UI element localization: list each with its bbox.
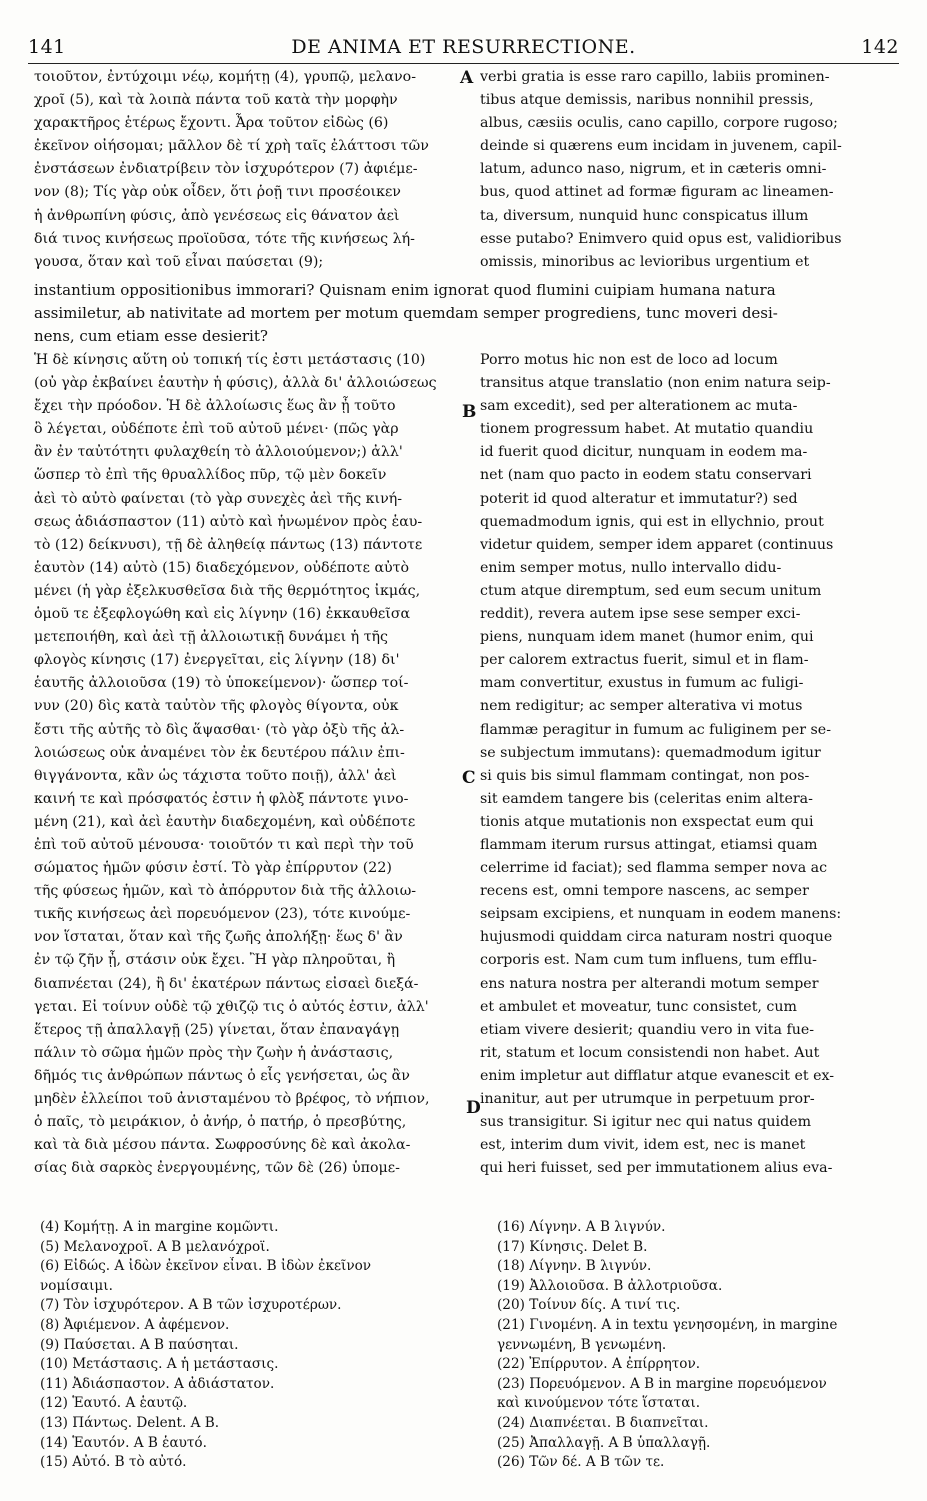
footnote: (17) Κίνησις. Delet B. <box>497 1238 648 1255</box>
latin-text-line: per calorem extractus fuerit, simul et in flam- <box>480 652 809 669</box>
footnote: (12) Ἑαυτό. A ἑαυτῷ. <box>40 1395 188 1412</box>
greek-column-main <box>34 349 460 1180</box>
footnote: (9) Παύσεται. A B παύσηται. <box>40 1336 239 1353</box>
latin-text-line: flammæ peragitur in fumum ac fuliginem per se- <box>480 721 832 738</box>
greek-text-line: καινή τε καὶ πρόσφατός ἐστιν ἡ φλὸξ πάντοτε γινο- <box>34 790 409 807</box>
greek-text-line: σεως ἀδιάσπαστον (11) αὐτὸ καὶ ἡνωμένον πρὸς ἑαυ- <box>34 513 423 530</box>
greek-text-line: ὃ λέγεται, οὐδέποτε ἐπὶ τοῦ αὐτοῦ μένει· (πῶς γὰρ <box>34 421 399 438</box>
latin-column-main <box>480 349 898 1180</box>
header-rule <box>28 63 899 64</box>
latin-text-line: assimiletur, ab nativitate ad mortem per motum quemdam semper progrediens, tunc moveri desi- <box>34 304 778 323</box>
footnote: (4) Κομήτῃ. A in margine κομῶντι. <box>40 1219 279 1235</box>
margin-marker-b: B <box>462 402 477 422</box>
footnote: (18) Λίγνην. B λιγνύν. <box>497 1258 652 1275</box>
footnote: (5) Μελανοχροῖ. A B μελανόχροϊ. <box>40 1238 270 1255</box>
latin-text-line: Porro motus hic non est de loco ad locum <box>480 352 778 368</box>
greek-text-line: ἀεὶ τὸ αὐτὸ φαίνεται (τὸ γὰρ συνεχὲς ἀεὶ τῆς κινή- <box>34 490 403 507</box>
footnotes-left <box>40 1218 470 1473</box>
greek-text-line: μένει (ἡ γὰρ ἐξελκυσθεῖσα διὰ τῆς θερμότητος ἰκμάς, <box>34 582 421 599</box>
footnote: γεννωμένη, B γενωμένη. <box>497 1336 667 1353</box>
footnote: (14) Ἑαυτόν. A B ἑαυτό. <box>40 1434 207 1451</box>
greek-text-line: μένη (21), καὶ ἀεὶ ἑαυτὴν διαδεχομένη, καὶ οὐδέποτε <box>34 813 416 830</box>
greek-text-line: μηδὲν ἐλλείποι τοῦ ἀνισταμένου τὸ βρέφος, τὸ νήπιον, <box>34 1091 430 1107</box>
greek-text-line: ἑαυτὸν (14) αὐτὸ (15) διαδεχόμενον, οὐδέποτε αὐτὸ <box>34 559 410 576</box>
latin-text-line: inanitur, aut per utrumque in perpetuum pror- <box>480 1091 815 1107</box>
greek-text-line: φλογὸς κίνησις (17) ἐνεργεῖται, εἰς λίγνην (18) δι' <box>34 652 400 669</box>
greek-text-line: ὥσπερ τὸ ἐπὶ τῆς θρυαλλίδος πῦρ, τῷ μὲν δοκεῖν <box>34 467 387 484</box>
margin-marker-a: A <box>460 68 474 88</box>
greek-text-line: ἑαυτῆς ἀλλοιοῦσα (19) τὸ ὑποκείμενον)· ὥσπερ τοί- <box>34 675 409 692</box>
latin-text-line: piens, nunquam idem manet (humor enim, qui <box>480 629 814 646</box>
latin-text-line: sit eamdem tangere bis (celeritas enim altera- <box>480 790 813 807</box>
footnote: νομίσαιμι. <box>40 1277 113 1294</box>
latin-text-line: etiam vivere desierit; quandiu vero in vita fue- <box>480 1021 815 1038</box>
left-page-number: 141 <box>28 36 66 58</box>
latin-text-line: esse putabo? Enimvero quid opus est, validioribus <box>480 230 842 247</box>
latin-text-line: instantium oppositionibus immorari? Quisnam enim ignorat quod flumini cuipiam humana natura <box>34 281 776 299</box>
latin-text-line: hujusmodi quiddam circa naturam nostri quoque <box>480 929 833 946</box>
latin-text-line: tionem progressum habet. At mutatio quandiu <box>480 421 814 438</box>
greek-text-line: καὶ τὰ διὰ μέσου πάντα. Σωφροσύνης δὲ καὶ ἀκολα- <box>34 1137 411 1154</box>
latin-text-line: nem redigitur; ac semper alterativa vi motus <box>480 698 803 715</box>
greek-text-line: νον ἵσταται, ὅταν καὶ τῆς ζωῆς ἀπολήξῃ· ἕως δ' ἂν <box>34 929 403 946</box>
footnote: (16) Λίγνην. A B λιγνύν. <box>497 1219 666 1235</box>
latin-text-line: quemadmodum ignis, qui est in ellychnio, prout <box>480 513 824 530</box>
latin-text-line: latum, adunco naso, nigrum, et in cæteris omni- <box>480 161 827 178</box>
latin-text-line: sam excedit), sed per alterationem ac muta- <box>480 398 798 415</box>
margin-marker-d: D <box>466 1098 481 1118</box>
latin-text-line: enim impletur aut difflatur atque evanescit et ex- <box>480 1067 835 1084</box>
greek-text-line: ἂν ἐν ταὐτότητι φυλαχθείη τὸ ἀλλοιούμενον;) ἀλλ' <box>34 444 403 461</box>
greek-text-line: τικῆς κινήσεως ἀεὶ πορευόμενον (23), τότε κινούμε- <box>34 906 411 923</box>
greek-text-line: γεται. Εἰ τοίνυν οὐδὲ τῷ χθιζῷ τις ὁ αὐτός ἐστιν, ἀλλ' <box>34 998 429 1015</box>
latin-text-line: seipsam excipiens, et nunquam in eodem manens: <box>480 906 842 923</box>
greek-text-line: μετεποιήθη, καὶ ἀεὶ τῇ ἀλλοιωτικῇ δυνάμει ἡ τῆς <box>34 629 388 646</box>
latin-column-top <box>480 66 898 274</box>
greek-text-line: σώματος ἡμῶν φύσιν ἐστί. Τὸ γὰρ ἐπίρρυτον (22) <box>34 860 392 877</box>
footnote: (25) Ἀπαλλαγῇ. A B ὑπαλλαγῇ. <box>497 1434 711 1451</box>
running-title: DE ANIMA ET RESURRECTIONE. <box>291 36 636 58</box>
latin-text-line: est, interim dum vivit, idem est, nec is manet <box>480 1137 806 1154</box>
latin-text-line: ta, diversum, nunquid hunc conspicatus illum <box>480 207 809 224</box>
greek-text-line: ἕτερος τῇ ἀπαλλαγῇ (25) γίνεται, ὅταν ἐπαναγάγῃ <box>34 1021 400 1038</box>
footnote: (26) Τῶν δέ. A B τῶν τε. <box>497 1454 665 1471</box>
latin-text-line: bus, quod attinet ad formæ figuram ac lineamen- <box>480 184 834 201</box>
right-page-number: 142 <box>861 36 899 58</box>
latin-text-line: albus, cæsiis oculis, cano capillo, corpore rugoso; <box>480 115 838 132</box>
greek-text-line: ἐκεῖνον οἰήσομαι; μᾶλλον δὲ τί χρὴ ταῖς ἐλάττοσι τῶν <box>34 138 429 155</box>
greek-text-line: θιγγάνοντα, κἂν ὡς τάχιστα τοῦτο ποιῇ), ἀλλ' ἀεὶ <box>34 767 397 784</box>
greek-text-line: νυν (20) δὶς κατὰ ταὐτὸν τῆς φλογὸς θίγοντα, οὐκ <box>34 698 399 715</box>
latin-full-width-paragraph <box>34 279 898 348</box>
latin-text-line: poterit id quod alteratur et immutatur?) sed <box>480 490 798 507</box>
latin-text-line: se subjectum immutans): quemadmodum igitur <box>480 744 821 761</box>
latin-text-line: nens, cum etiam esse desierit? <box>34 327 268 346</box>
greek-text-line: πάλιν τὸ σῶμα ἡμῶν πρὸς τὴν ζωὴν ἡ ἀνάστασις, <box>34 1044 394 1061</box>
greek-text-line: χαρακτῆρος ἑτέρως ἔχοντι. Ἆρα τοῦτον εἰδὼς (6) <box>34 115 389 132</box>
greek-text-line: (οὐ γὰρ ἐκβαίνει ἑαυτὴν ἡ φύσις), ἀλλὰ δι' ἀλλοιώσεως <box>34 375 437 392</box>
footnote: (21) Γινομένη. A in textu γενησομένη, in margine <box>497 1316 838 1333</box>
latin-text-line: tionis atque mutationis non exspectat eum qui <box>480 813 814 830</box>
footnote: (13) Πάντως. Delent. A B. <box>40 1414 220 1431</box>
latin-text-line: recens est, omni tempore nascens, ac semper <box>480 883 809 900</box>
greek-text-line: ὁμοῦ τε ἐξεφλογώθη καὶ εἰς λίγνην (16) ἐκκαυθεῖσα <box>34 606 411 623</box>
greek-text-line: ἐνστάσεων ἐνδιατρίβειν τὸν ἰσχυρότερον (7) ἀφιέμε- <box>34 161 418 178</box>
footnotes-right <box>497 1218 902 1473</box>
greek-text-line: νον (8); Τίς γὰρ οὐκ οἶδεν, ὅτι ῥοῇ τινι προσέοικεν <box>34 184 401 201</box>
greek-text-line: δῆμός τις ἀνθρώπων πάντως ὁ εἷς γενήσεται, ὡς ἂν <box>34 1067 410 1084</box>
greek-text-line: Ἡ δὲ κίνησις αὕτη οὐ τοπική τίς ἐστι μετάστασις (10) <box>34 352 426 368</box>
footnote: (23) Πορευόμενον. A B in margine πορευόμενον <box>497 1375 827 1392</box>
margin-marker-c: C <box>462 768 476 788</box>
greek-text-line: λοιώσεως οὐκ ἀναμένει τὸν ἐκ δευτέρου πάλιν ἐπι- <box>34 744 405 761</box>
latin-text-line: qui heri fuisset, sed per immutationem alius eva- <box>480 1160 833 1177</box>
greek-text-line: ὁ παῖς, τὸ μειράκιον, ὁ ἀνήρ, ὁ πατήρ, ὁ πρεσβύτης, <box>34 1114 407 1131</box>
latin-text-line: corporis est. Nam cum tum influens, tum efflu- <box>480 952 817 969</box>
footnote: (22) Ἐπίρρυτον. A ἐπίρρητον. <box>497 1356 701 1373</box>
footnote: (7) Τὸν ἰσχυρότερον. A B τῶν ἰσχυροτέρων. <box>40 1297 342 1314</box>
latin-text-line: deinde si quærens eum incidam in juvenem, capil- <box>480 138 842 155</box>
greek-text-line: διαπνέεται (24), ἢ δι' ἑκατέρων πάντως εἰσαεὶ διεξά- <box>34 975 419 992</box>
latin-text-line: ctum atque diremptum, sed eum secum unitum <box>480 582 822 599</box>
greek-text-line: ἡ ἀνθρωπίνη φύσις, ἀπὸ γενέσεως εἰς θάνατον ἀεὶ <box>34 207 400 224</box>
greek-text-line: γουσα, ὅταν καὶ τοῦ εἶναι παύσεται (9); <box>34 253 324 270</box>
latin-text-line: et ambulet et moveatur, tunc consistet, cum <box>480 998 797 1015</box>
latin-text-line: omissis, minoribus ac levioribus urgentium et <box>480 253 810 270</box>
greek-column-top <box>34 66 460 274</box>
footnote: καὶ κινούμενον τότε ἵσταται. <box>497 1395 701 1412</box>
latin-text-line: rit, statum et locum consistendi non habet. Aut <box>480 1044 820 1061</box>
latin-text-line: celerrime id faciat); sed flamma semper nova ac <box>480 860 828 877</box>
greek-text-line: ἔχει τὴν πρόοδον. Ἡ δὲ ἀλλοίωσις ἕως ἂν ᾖ τοῦτο <box>34 398 396 415</box>
latin-text-line: enim semper motus, nullo intervallo didu- <box>480 559 782 576</box>
greek-text-line: ἔστι τῆς αὐτῆς τὸ δὶς ἅψασθαι· (τὸ γὰρ ὀξὺ τῆς ἀλ- <box>34 721 405 738</box>
greek-text-line: τῆς φύσεως ἡμῶν, καὶ τὸ ἀπόρρυτον διὰ τῆς ἀλλοιω- <box>34 883 417 900</box>
latin-text-line: sus transigitur. Si igitur nec qui natus quidem <box>480 1114 812 1131</box>
greek-text-line: διά τινος κινήσεως προϊοῦσα, τότε τῆς κινήσεως λή- <box>34 230 415 247</box>
footnote: (11) Ἀδιάσπαστον. A ἀδιάστατον. <box>40 1375 275 1392</box>
greek-text-line: τοιοῦτον, ἐντύχοιμι νέῳ, κομήτῃ (4), γρυπῷ, μελανο- <box>34 69 416 85</box>
latin-text-line: tibus atque demissis, naribus nonnihil pressis, <box>480 92 814 109</box>
footnote: (10) Μετάστασις. A ἡ μετάστασις. <box>40 1356 279 1373</box>
greek-text-line: ἐν τῷ ζῆν ᾖ, στάσιν οὐκ ἔχει. Ἢ γὰρ πληροῦται, ἢ <box>34 952 396 969</box>
greek-text-line: χροῖ (5), καὶ τὰ λοιπὰ πάντα τοῦ κατὰ τὴν μορφὴν <box>34 92 398 109</box>
latin-text-line: flammam iterum rursus attingat, etiamsi quam <box>480 836 818 853</box>
latin-text-line: id fuerit quod dicitur, nunquam in eodem ma- <box>480 444 808 461</box>
latin-text-line: reddit), revera autem ipse sese semper exci- <box>480 606 801 623</box>
latin-text-line: mam convertitur, exustus in fumum ac fuligi- <box>480 675 804 692</box>
footnote: (15) Αὐτό. B τὸ αὐτό. <box>40 1454 187 1471</box>
greek-text-line: σίας διὰ σαρκὸς ἐνεργουμένης, τῶν δὲ (26) ὑπομε- <box>34 1160 400 1177</box>
latin-text-line: ens natura nostra per alterandi motum semper <box>480 975 819 992</box>
footnote: (8) Ἀφιέμενον. A ἀφέμενον. <box>40 1316 230 1333</box>
greek-text-line: ἐπὶ τοῦ αὐτοῦ μένουσα· τοιοῦτόν τι καὶ περὶ τὴν τοῦ <box>34 836 414 853</box>
latin-text-line: videtur quidem, semper idem apparet (continuus <box>480 536 834 553</box>
latin-text-line: verbi gratia is esse raro capillo, labiis prominen- <box>480 69 830 85</box>
latin-text-line: net (nam quo pacto in eodem statu conservari <box>480 467 812 484</box>
footnote: (20) Τοίνυν δίς. A τινί τις. <box>497 1297 681 1314</box>
footnote: (6) Εἰδώς. A ἰδὼν ἐκεῖνον εἶναι. B ἰδὼν ἐκεῖνον <box>40 1258 372 1275</box>
footnote: (24) Διαπνέεται. B διαπνεῖται. <box>497 1414 709 1431</box>
latin-text-line: si quis bis simul flammam contingat, non pos- <box>480 767 810 784</box>
footnote: (19) Ἀλλοιοῦσα. B ἀλλοτριοῦσα. <box>497 1277 723 1294</box>
latin-text-line: transitus atque translatio (non enim natura seip- <box>480 375 831 392</box>
greek-text-line: τὸ (12) δείκνυσι), τῇ δὲ ἀληθείᾳ πάντως (13) πάντοτε <box>34 536 423 553</box>
